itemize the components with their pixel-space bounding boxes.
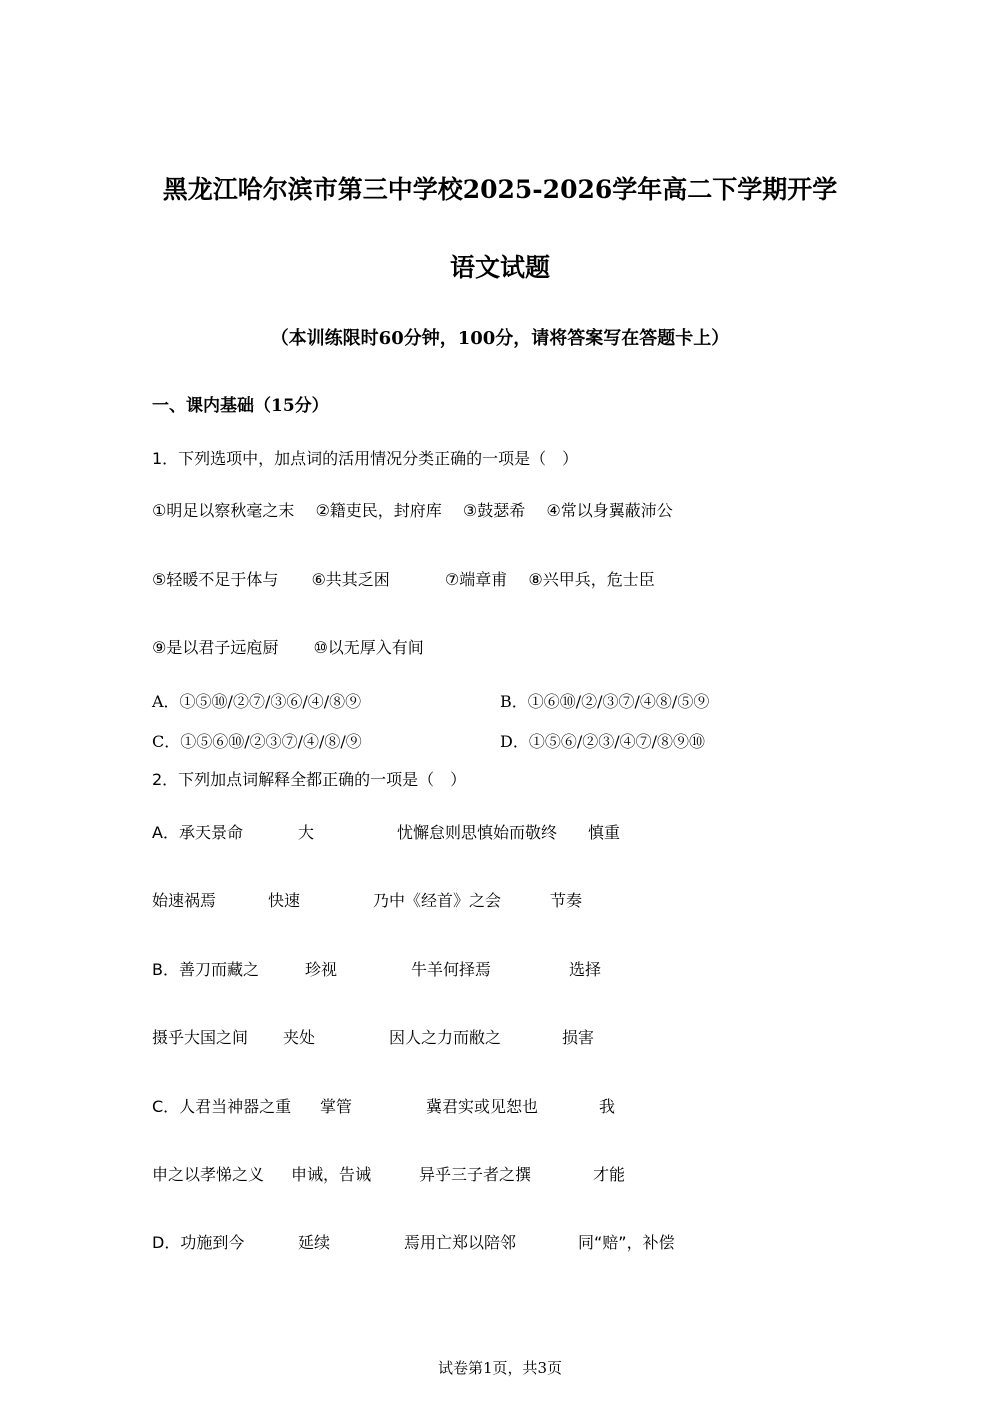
q1-option-c: C．①⑤⑥⑩/②③⑦/④/⑧/⑨ [152, 732, 362, 751]
q2-meaning: 珍视 [305, 960, 338, 979]
q1-item-2: ②籍吏民，封府库 [315, 501, 442, 520]
q1-item-5: ⑤轻暖不足于体与 [152, 570, 279, 589]
document-title-line1: 黑龙江哈尔滨市第三中学校2025-2026学年高二下学期开学 [162, 175, 838, 204]
q1-item-1: ①明足以察秋毫之末 [152, 501, 295, 520]
q1-item-3: ③鼓瑟希 [462, 501, 526, 520]
question-1-stem: 1．下列选项中，加点词的活用情况分类正确的一项是（ ） [152, 449, 579, 468]
page-footer: 试卷第1页，共3页 [437, 1359, 563, 1377]
q2-meaning: 同“赔”，补偿 [578, 1233, 675, 1252]
q1-items-row2 [152, 567, 655, 590]
q2-phrase: 牛羊何择焉 [411, 960, 492, 979]
q2-phrase: 摄乎大国之间 [152, 1028, 249, 1047]
q1-item-8: ⑧兴甲兵，危士臣 [528, 570, 655, 589]
q2-phrase: 因人之力而敝之 [389, 1028, 502, 1047]
q2-meaning: 选择 [569, 960, 602, 979]
q2-phrase: 申之以孝悌之义 [152, 1165, 265, 1184]
q2-meaning: 夹处 [283, 1028, 316, 1047]
q2-meaning: 掌管 [320, 1097, 353, 1116]
q2-phrase: 异乎三子者之撰 [419, 1165, 532, 1184]
q2-phrase: 冀君实或见恕也 [426, 1097, 539, 1116]
q2-phrase: 乃中《经首》之会 [373, 891, 502, 910]
q2-phrase: C．人君当神器之重 [152, 1097, 292, 1116]
q2-phrase: 始速祸焉 [152, 891, 217, 910]
q2-phrase: D．功施到今 [152, 1233, 245, 1252]
q2-meaning: 我 [599, 1097, 616, 1116]
q1-item-10: ⑩以无厚入有间 [313, 638, 424, 657]
q2-meaning: 申诫，告诫 [291, 1165, 372, 1184]
q2-meaning: 延续 [298, 1233, 331, 1252]
q1-items-row1 [152, 498, 673, 521]
q2-meaning: 才能 [593, 1165, 626, 1184]
q2-meaning: 快速 [268, 891, 301, 910]
q2-meaning: 损害 [562, 1028, 595, 1047]
q2-phrase: B．善刀而藏之 [152, 960, 259, 979]
q2-phrase: 焉用亡郑以陪邻 [404, 1233, 517, 1252]
q2-meaning: 慎重 [588, 823, 621, 842]
q2-meaning: 节奏 [550, 891, 583, 910]
q1-option-d: D．①⑤⑥/②③/④⑦/⑧⑨⑩ [500, 732, 706, 751]
section-heading: 一、课内基础（15分） [152, 396, 329, 416]
q1-item-9: ⑨是以君子远庖厨 [152, 638, 279, 657]
q2-meaning: 大 [298, 823, 315, 842]
q1-item-6: ⑥共其乏困 [311, 570, 390, 589]
q1-items-row3 [152, 635, 424, 658]
q1-option-b: B．①⑥⑩/②/③⑦/④⑧/⑤⑨ [500, 692, 710, 711]
q2-phrase: 忧懈怠则思慎始而敬终 [397, 823, 558, 842]
document-title-line2: 语文试题 [449, 253, 550, 282]
q1-item-4: ④常以身翼蔽沛公 [546, 501, 673, 520]
q1-item-7: ⑦端章甫 [444, 570, 508, 589]
question-2-stem: 2．下列加点词解释全都正确的一项是（ ） [152, 770, 467, 789]
q2-phrase: A．承天景命 [152, 823, 243, 842]
q1-option-a: A．①⑤⑩/②⑦/③⑥/④/⑧⑨ [152, 692, 362, 711]
instructions: （本训练限时60分钟，100分，请将答案写在答题卡上） [270, 328, 730, 349]
